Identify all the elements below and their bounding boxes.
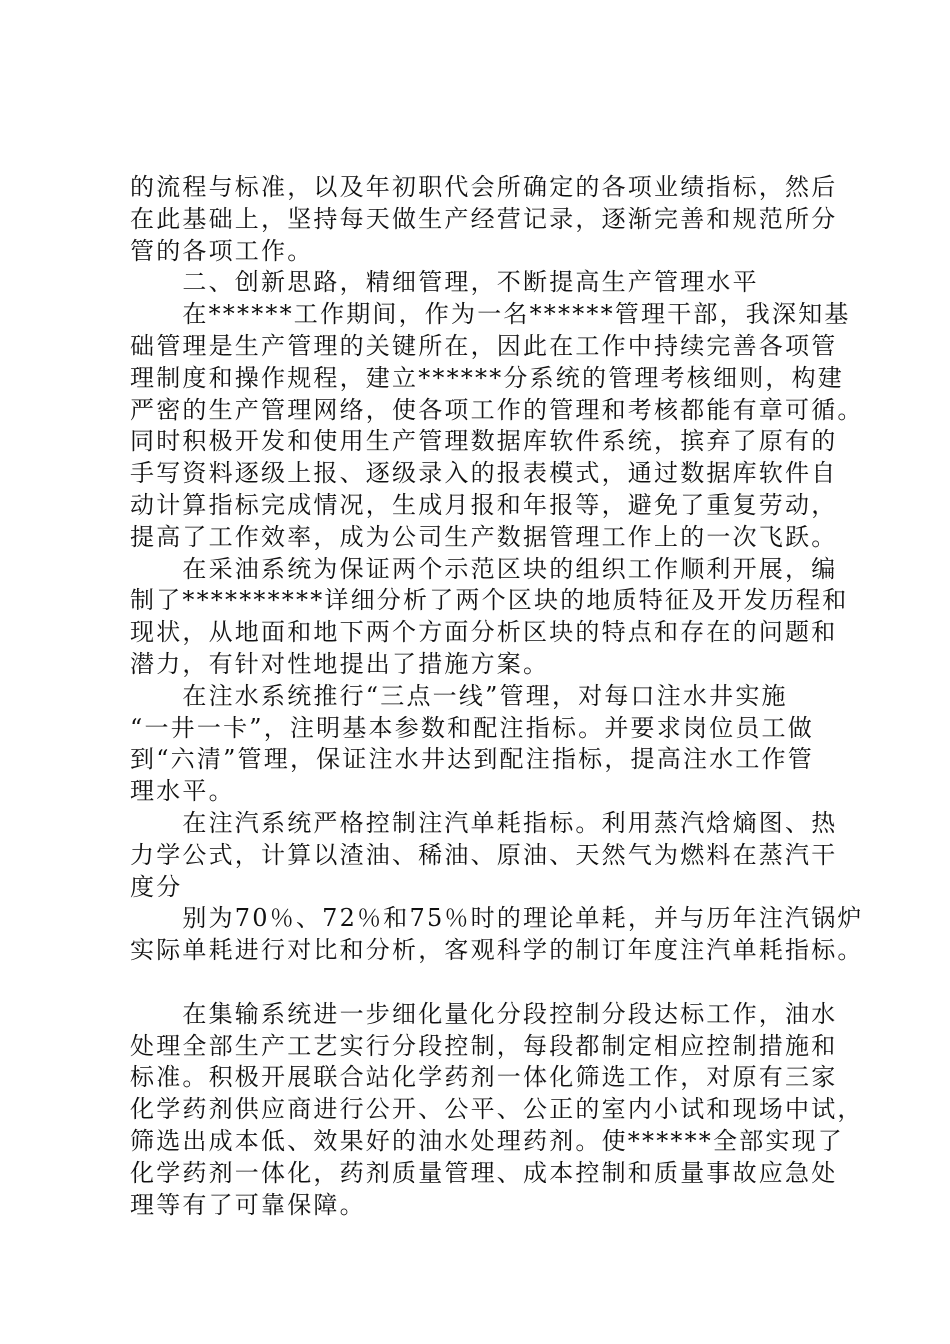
text-line: 别为70％、72％和75％时的理论单耗，并与历年注汽锅炉 [130,904,864,933]
paragraph-gap [130,967,858,999]
text-line: 在采油系统为保证两个示范区块的组织工作顺利开展，编 [130,554,838,583]
text-line: 严密的生产管理网络，使各项工作的管理和考核都能有章可循。 [130,395,864,424]
text-line: 度分 [130,872,183,901]
text-line: 的流程与标准，以及年初职代会所确定的各项业绩指标，然后 [130,173,838,201]
text-line: “一井一卡”，注明基本参数和配注指标。并要求岗位员工做 [130,713,814,742]
text-line: 化学药剂供应商进行公开、公平、公正的室内小试和现场中试， [130,1095,864,1124]
text-line: 化学药剂一体化，药剂质量管理、成本控制和质量事故应急处 [130,1158,838,1187]
text-line: 到“六清”管理，保证注水井达到配注指标，提高注水工作管 [130,745,814,774]
text-line: 管的各项工作。 [130,236,314,265]
text-line: 现状，从地面和地下两个方面分析区块的特点和存在的问题和 [130,618,838,647]
text-line: 在******工作期间，作为一名******管理干部，我深知基 [130,300,851,329]
text-line: 动计算指标完成情况，生成月报和年报等，避免了重复劳动， [130,490,838,519]
text-line: 同时积极开发和使用生产管理数据库软件系统，摈弃了原有的 [130,427,838,456]
text-line: 在此基础上，坚持每天做生产经营记录，逐渐完善和规范所分 [130,204,838,233]
text-line: 力学公式，计算以渣油、稀油、原油、天然气为燃料在蒸汽干 [130,840,838,869]
text-line: 在注水系统推行“三点一线”管理，对每口注水井实施 [130,681,788,710]
text-line: 标准。积极开展联合站化学药剂一体化筛选工作，对原有三家 [130,1063,838,1092]
text-line: 理水平。 [130,777,235,806]
text-line: 理制度和操作规程，建立******分系统的管理考核细则，构建 [130,363,844,392]
text-line: 制了**********详细分析了两个区块的地质特征及开发历程和 [130,586,849,615]
text-line: 在注汽系统严格控制注汽单耗指标。利用蒸汽焓熵图、热 [130,808,838,837]
text-line: 理等有了可靠保障。 [130,1190,366,1219]
text-line: 础管理是生产管理的关键所在，因此在工作中持续完善各项管 [130,331,838,360]
section-heading: 二、创新思路，精细管理，不断提高生产管理水平 [130,268,759,297]
text-line: 筛选出成本低、效果好的油水处理药剂。使******全部实现了 [130,1126,844,1155]
document-body [130,172,864,1221]
text-line: 处理全部生产工艺实行分段控制，每段都制定相应控制措施和 [130,1031,838,1060]
text-line: 实际单耗进行对比和分析，客观科学的制订年度注汽单耗指标。 [130,936,864,965]
text-line: 在集输系统进一步细化量化分段控制分段达标工作，油水 [130,999,838,1028]
text-line: 提高了工作效率，成为公司生产数据管理工作上的一次飞跃。 [130,522,838,551]
text-line: 手写资料逐级上报、逐级录入的报表模式，通过数据库软件自 [130,459,838,488]
text-line: 潜力，有针对性地提出了措施方案。 [130,649,550,678]
